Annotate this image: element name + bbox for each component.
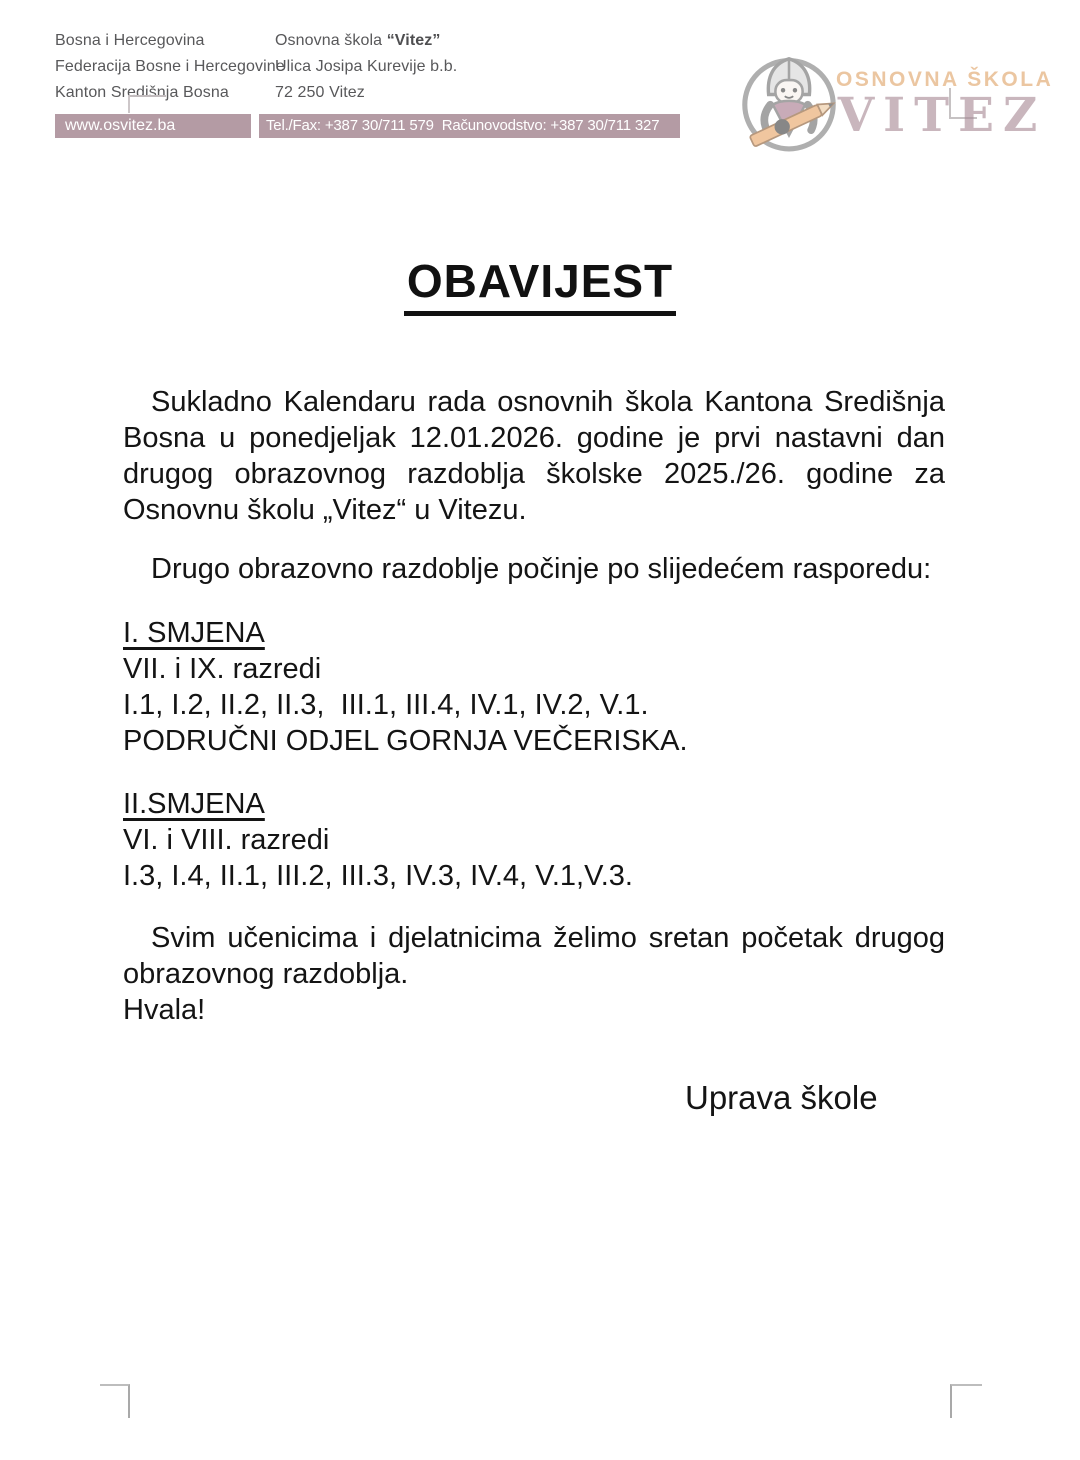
shift1-branch-note: PODRUČNI ODJEL GORNJA VEČERISKA. xyxy=(123,725,688,757)
school-name-bold: “Vitez” xyxy=(386,32,441,49)
school-address: Ulica Josipa Kurevije b.b. xyxy=(275,58,458,75)
letterhead-canton: Kanton Središnja Bosna xyxy=(55,84,229,101)
page-title: OBAVIJEST xyxy=(404,254,676,316)
knight-mascot-icon xyxy=(738,52,840,154)
school-logo xyxy=(738,46,1054,164)
closing-paragraph: Svim učenicima i djelatnicima želimo sretan početak drugog obrazovnog razdoblja. xyxy=(123,922,945,990)
logo-school-name-text: VITEZ xyxy=(837,88,1047,143)
logo-school-type-text: OSNOVNA ŠKOLA xyxy=(836,68,1054,91)
shift2-grades: VI. i VIII. razredi xyxy=(123,824,330,856)
shift2-section xyxy=(123,786,945,894)
shift2-heading: II.SMJENA xyxy=(123,788,265,820)
letterhead-federation: Federacija Bosne i Hercegovine xyxy=(55,58,285,75)
signature: Uprava škole xyxy=(685,1079,878,1116)
shift1-classes: I.1, I.2, II.2, II.3, III.1, III.4, IV.1, IV.2, V.1. xyxy=(123,689,649,721)
thanks-line: Hvala! xyxy=(123,994,206,1026)
scan-corner-mark-bottom-right xyxy=(950,1384,982,1418)
shift1-grades: VII. i IX. razredi xyxy=(123,653,322,685)
school-name-prefix: Osnovna škola xyxy=(275,32,387,49)
letterhead-school-block xyxy=(275,28,457,106)
logo-wordmark xyxy=(836,68,1054,143)
shift1-section xyxy=(123,615,945,759)
letterhead-country: Bosna i Hercegovina xyxy=(55,32,205,49)
intro-paragraph: Sukladno Kalendaru rada osnovnih škola Kantona Središnja Bosna u ponedjeljak 12.01.2026. godine je prvi nastavni dan drugog obrazovnog razdoblja školske 2025./26. godine za Osnovnu školu „Vitez“ u Vitezu. xyxy=(123,386,945,526)
scan-corner-mark-top-left xyxy=(128,95,166,113)
schedule-intro-paragraph: Drugo obrazovno razdoblje počinje po slijedećem rasporedu: xyxy=(151,553,932,585)
website-bar: www.osvitez.ba xyxy=(55,114,251,138)
closing-section xyxy=(123,920,945,1028)
letterhead-government-block xyxy=(55,28,285,106)
contact-bar: Tel./Fax: +387 30/711 579 Računovodstvo: +387 30/711 327 xyxy=(259,114,680,138)
school-city: 72 250 Vitez xyxy=(275,84,365,101)
title-row xyxy=(0,254,1080,316)
shift2-classes: I.3, I.4, II.1, III.2, III.3, IV.3, IV.4, V.1,V.3. xyxy=(123,860,633,892)
shift1-heading: I. SMJENA xyxy=(123,617,265,649)
school-name-line xyxy=(275,28,457,54)
scan-corner-mark-bottom-left xyxy=(100,1384,130,1418)
